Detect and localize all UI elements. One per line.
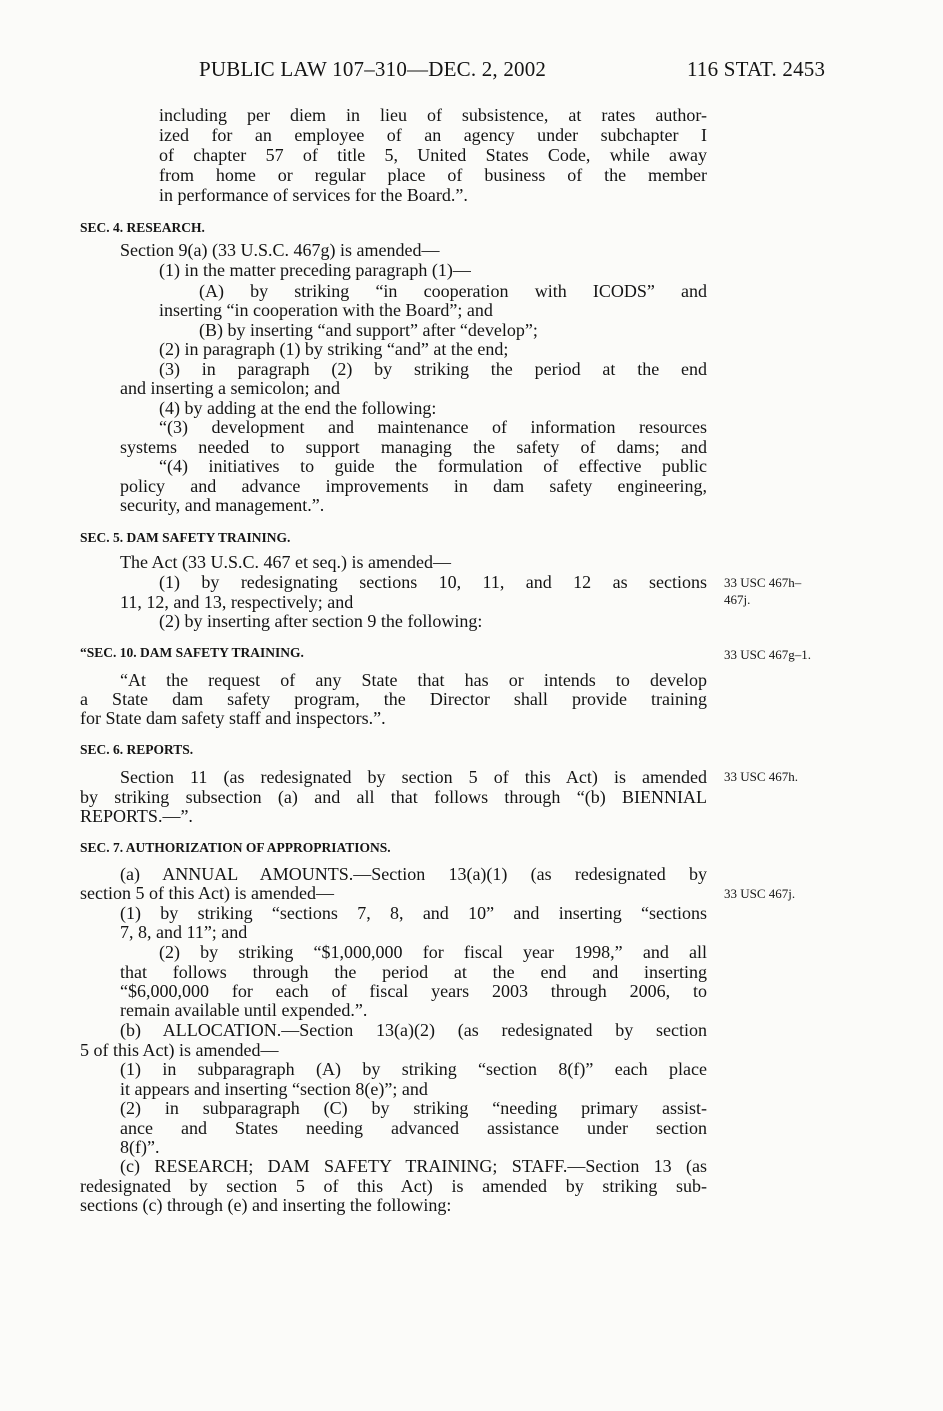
text-line: security, and management.”. [120,495,325,515]
text-line: ized for an employee of an agency under subchapter I [159,125,707,145]
text-line: ance and States needing advanced assistance under section [120,1118,707,1138]
text-line: remain available until expended.”. [120,1000,368,1020]
text-line: (2) in subparagraph (C) by striking “needing primary assist- [120,1098,707,1118]
text-line: REPORTS.—”. [80,806,193,826]
text-line: including per diem in lieu of subsistence, at rates author- [159,105,707,125]
margin-note: 33 USC 467j. [724,886,796,901]
text-line: 7, 8, and 11”; and [120,922,248,942]
text-line: from home or regular place of business of the member [159,165,707,185]
text-line: by striking subsection (a) and all that follows through “(b) BIENNIAL [80,787,707,807]
text-line: 8(f)”. [120,1137,160,1157]
text-line: 5 of this Act) is amended— [80,1040,279,1060]
text-line: “(3) development and maintenance of information resources [159,417,707,437]
text-line: (a) ANNUAL AMOUNTS.—Section 13(a)(1) (as redesignated by [120,864,707,884]
margin-note: 33 USC 467h– [724,575,802,590]
text-line: (c) RESEARCH; DAM SAFETY TRAINING; STAFF.—Section 13 (as [120,1156,707,1176]
text-line: (2) in paragraph (1) by striking “and” at the end; [159,339,509,359]
text-line: “At the request of any State that has or intends to develop [120,670,707,690]
text-line: (2) by inserting after section 9 the following: [159,611,483,631]
text-line: systems needed to support managing the safety of dams; and [120,437,707,457]
margin-note: 33 USC 467h. [724,769,799,784]
text-line: (1) by striking “sections 7, 8, and 10” and inserting “sections [120,903,707,923]
section-heading: “SEC. 10. DAM SAFETY TRAINING. [80,645,304,660]
text-line: for State dam safety staff and inspectors.”. [80,708,386,728]
text-line: sections (c) through (e) and inserting the following: [80,1195,452,1215]
text-line: and inserting a semicolon; and [120,378,340,398]
text-line: section 5 of this Act) is amended— [80,883,334,903]
text-line: it appears and inserting “section 8(e)”; and [120,1079,428,1099]
text-line: (3) in paragraph (2) by striking the period at the end [159,359,707,379]
margin-note: 467j. [724,592,751,607]
text-line: in performance of services for the Board.”. [159,185,468,205]
text-line: 11, 12, and 13, respectively; and [120,592,354,612]
text-line: (B) by inserting “and support” after “develop”; [199,320,538,340]
text-line: “$6,000,000 for each of fiscal years 2003 through 2006, to [120,981,707,1001]
text-line: redesignated by section 5 of this Act) is amended by striking sub- [80,1176,707,1196]
text-line: “(4) initiatives to guide the formulation of effective public [159,456,707,476]
text-line: Section 11 (as redesignated by section 5 of this Act) is amended [120,767,707,787]
text-line: (b) ALLOCATION.—Section 13(a)(2) (as redesignated by section [120,1020,707,1040]
text-line: (1) by redesignating sections 10, 11, and 12 as sections [159,572,707,592]
text-line: inserting “in cooperation with the Board”; and [159,300,493,320]
text-line: (1) in subparagraph (A) by striking “section 8(f)” each place [120,1059,707,1079]
running-header-title: PUBLIC LAW 107–310—DEC. 2, 2002 [199,57,547,81]
section-heading: SEC. 5. DAM SAFETY TRAINING. [80,530,291,545]
section-heading: SEC. 4. RESEARCH. [80,220,205,235]
text-line: (A) by striking “in cooperation with ICODS” and [199,281,707,301]
text-line: a State dam safety program, the Director shall provide training [80,689,707,709]
statute-page-number: 116 STAT. 2453 [687,57,826,81]
text-line: (1) in the matter preceding paragraph (1)— [159,260,471,280]
text-line: of chapter 57 of title 5, United States Code, while away [159,145,707,165]
text-line: (2) by striking “$1,000,000 for fiscal year 1998,” and all [159,942,707,962]
text-line: that follows through the period at the end and inserting [120,962,707,982]
text-line: policy and advance improvements in dam safety engineering, [120,476,707,496]
section-heading: SEC. 6. REPORTS. [80,742,194,757]
text-line: Section 9(a) (33 U.S.C. 467g) is amended— [120,240,440,260]
section-heading: SEC. 7. AUTHORIZATION OF APPROPRIATIONS. [80,840,391,855]
margin-note: 33 USC 467g–1. [724,647,812,662]
text-line: The Act (33 U.S.C. 467 et seq.) is amended— [120,552,451,572]
text-line: (4) by adding at the end the following: [159,398,437,418]
